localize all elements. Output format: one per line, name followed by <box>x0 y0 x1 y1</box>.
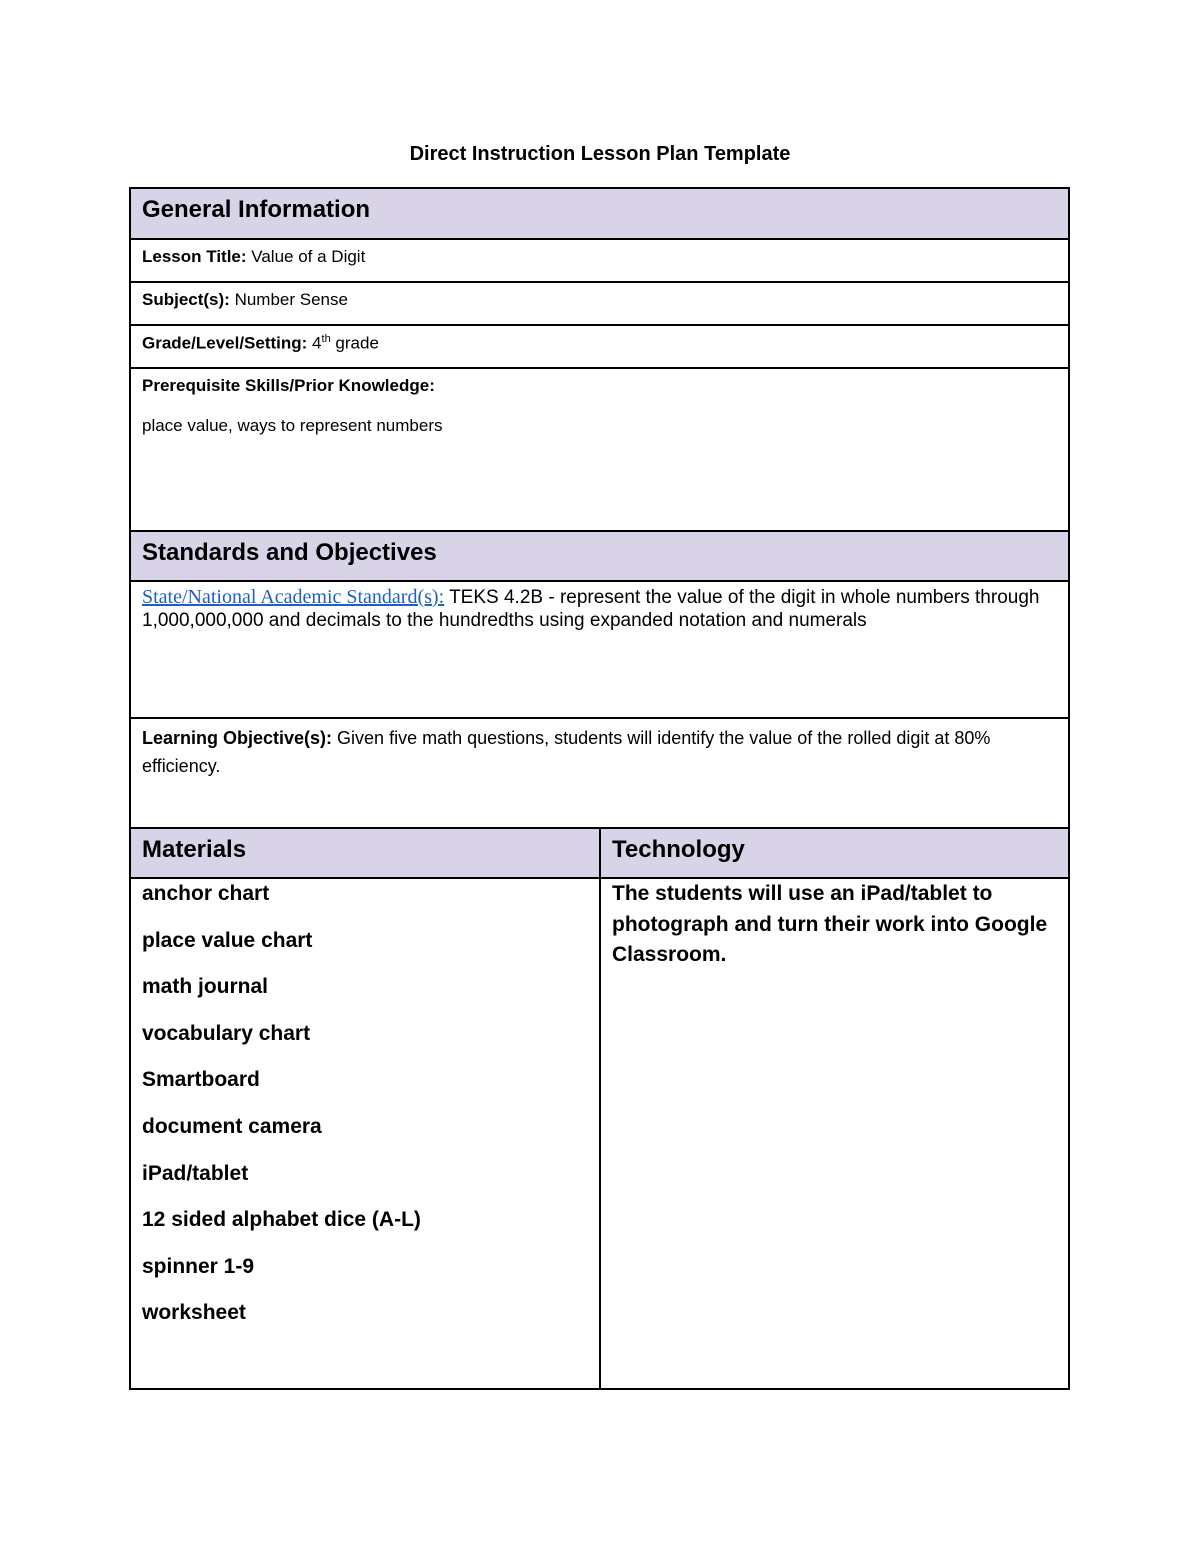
list-item: 12 sided alphabet dice (A-L) <box>142 1208 421 1232</box>
technology-text: The students will use an iPad/tablet to photograph and turn their work into Google Classroom. <box>612 882 1048 966</box>
list-item: iPad/tablet <box>142 1161 249 1185</box>
list-item: place value chart <box>142 928 313 952</box>
general-information-header <box>131 189 1068 240</box>
materials-list <box>142 879 421 1345</box>
standards-objectives-title: Standards and Objectives <box>142 539 437 566</box>
lesson-plan-table <box>129 187 1070 1390</box>
list-item: Smartboard <box>142 1068 260 1092</box>
subject-field <box>142 290 348 310</box>
standards-text: TEKS 4.2B - represent the value of the digit in whole numbers through 1,000,000,000 and decimals to the hundredths using expanded notation and numerals <box>142 587 1040 631</box>
standards-link[interactable]: State/National Academic Standard(s): <box>142 586 445 608</box>
standards-field <box>142 586 1048 632</box>
grade-value-number: 4 <box>307 333 322 353</box>
standards-row <box>131 582 1068 719</box>
learning-objective-text: Given five math questions, students will identify the value of the rolled digit at 80% efficiency. <box>142 728 991 776</box>
lesson-title-value: Value of a Digit <box>246 247 366 266</box>
grade-label: Grade/Level/Setting: <box>142 333 308 353</box>
list-item: spinner 1-9 <box>142 1254 255 1278</box>
lesson-title-row <box>131 240 1068 283</box>
subject-value: Number Sense <box>229 290 348 309</box>
grade-value-rest: grade <box>330 333 379 353</box>
document-title: Direct Instruction Lesson Plan Template <box>409 143 791 165</box>
list-item: document camera <box>142 1114 322 1138</box>
grade-row <box>131 326 1068 369</box>
list-item: math journal <box>142 975 269 999</box>
learning-objective-label: Learning Objective(s): <box>142 728 333 748</box>
list-item: worksheet <box>142 1301 246 1325</box>
materials-title: Materials <box>142 836 247 863</box>
grade-field <box>142 333 379 354</box>
prerequisite-value: place value, ways to represent numbers <box>142 416 443 435</box>
column-divider <box>599 827 601 1388</box>
standards-objectives-header <box>131 532 1068 582</box>
lesson-title-label: Lesson Title: <box>142 247 247 266</box>
grade-value-superscript: th <box>321 333 331 345</box>
prerequisite-label: Prerequisite Skills/Prior Knowledge: <box>142 376 435 395</box>
learning-objective-row <box>131 719 1068 829</box>
prerequisite-field <box>142 376 435 396</box>
list-item: anchor chart <box>142 882 270 905</box>
technology-title: Technology <box>612 836 745 863</box>
prerequisite-row <box>131 369 1068 532</box>
general-information-title: General Information <box>142 196 371 223</box>
subject-row <box>131 283 1068 326</box>
list-item: vocabulary chart <box>142 1021 311 1045</box>
learning-objective-field <box>142 724 1038 780</box>
lesson-title-field <box>142 247 365 267</box>
subject-label: Subject(s): <box>142 290 230 309</box>
